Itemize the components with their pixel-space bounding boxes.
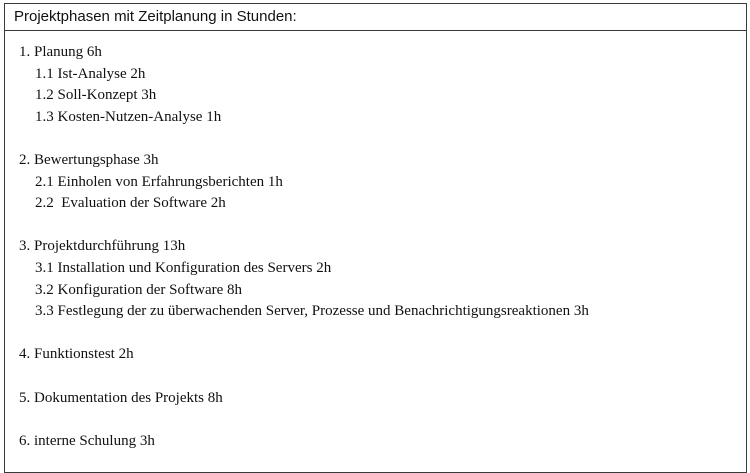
phase-title: 5. Dokumentation des Projekts 8h: [19, 389, 223, 406]
subtask-item: 2.1 Einholen von Erfahrungsberichten 1h: [35, 173, 283, 190]
phase-title: 3. Projektdurchführung 13h: [19, 238, 186, 255]
subtask-item: 1.2 Soll-Konzept 3h: [35, 87, 157, 104]
subtask-item: 3.3 Festlegung der zu überwachenden Server, Prozesse und Benachrichtigungsreaktionen 3h: [35, 303, 589, 320]
phase-bewertungsphase: [19, 150, 746, 215]
subtask-item: 1.3 Kosten-Nutzen-Analyse 1h: [35, 108, 222, 125]
phase-planung: [19, 42, 746, 128]
subtask-item: 3.2 Konfiguration der Software 8h: [35, 281, 243, 298]
phase-list: [5, 31, 746, 452]
phase-projektdurchfuehrung: [19, 236, 746, 322]
project-phases-table: [4, 3, 747, 473]
table-header: [5, 4, 746, 31]
phase-title: 4. Funktionstest 2h: [19, 346, 134, 363]
subtask-item: 2.2 Evaluation der Software 2h: [35, 195, 226, 212]
phase-funktionstest: [19, 344, 746, 366]
phase-dokumentation: [19, 388, 746, 410]
phase-title: 2. Bewertungsphase 3h: [19, 151, 159, 168]
subtask-item: 3.1 Installation und Konfiguration des Servers 2h: [35, 259, 332, 276]
phase-title: 1. Planung 6h: [19, 44, 102, 60]
phase-schulung: [19, 431, 746, 453]
subtask-list: [19, 258, 746, 323]
phase-title: 6. interne Schulung 3h: [19, 432, 155, 449]
subtask-list: [19, 172, 746, 215]
subtask-list: [19, 64, 746, 129]
header-title: Projektphasen mit Zeitplanung in Stunden:: [14, 8, 297, 25]
subtask-item: 1.1 Ist-Analyse 2h: [35, 65, 146, 82]
